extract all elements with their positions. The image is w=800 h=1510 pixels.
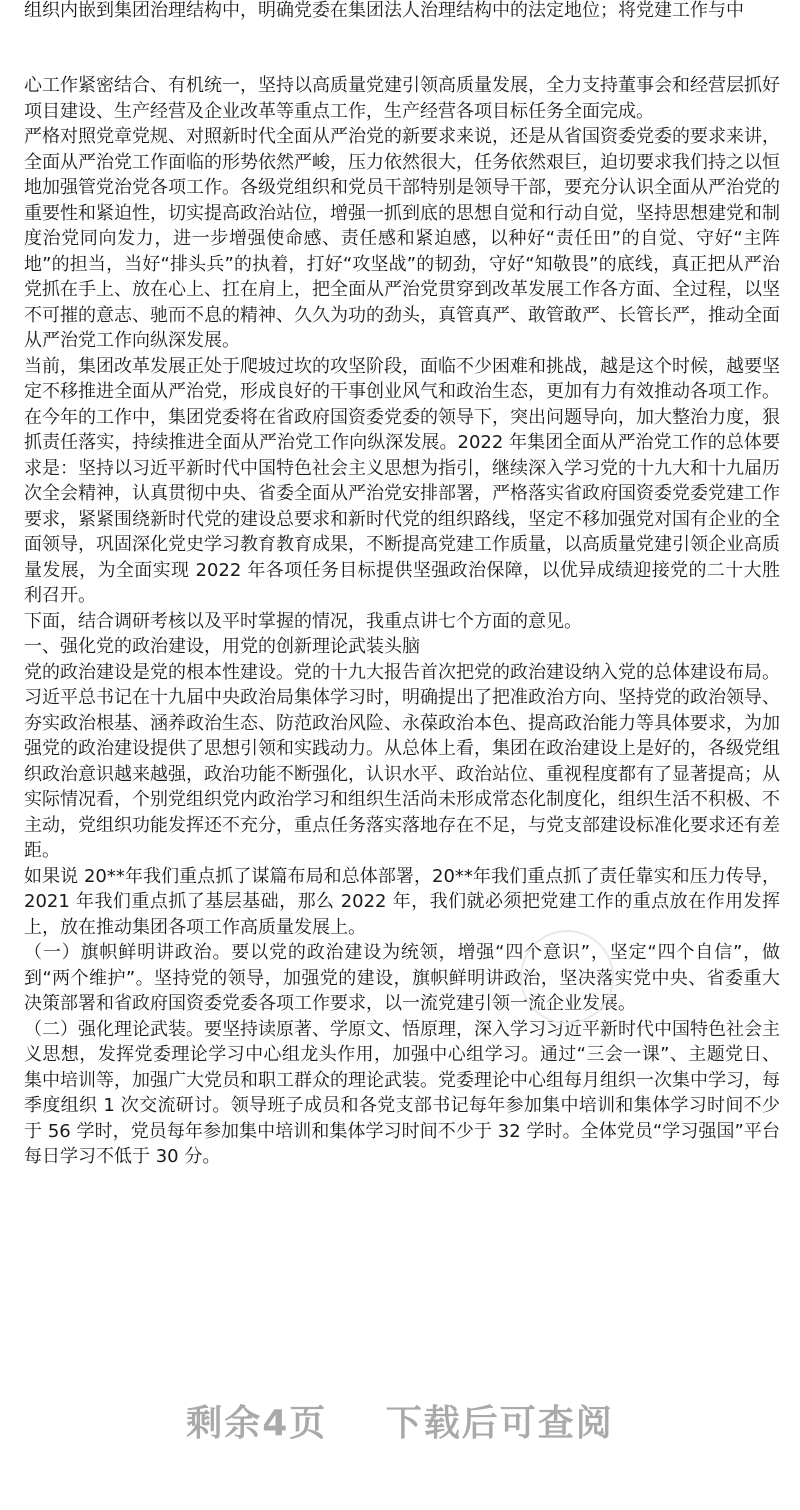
- paragraph: 心工作紧密结合、有机统一，坚持以高质量党建引领高质量发展，全力支持董事会和经营层抓好项目建设、生产经营及企业改革等重点工作，生产经营各项目标任务全面完成。: [24, 75, 780, 122]
- remaining-pages-label[interactable]: 剩余4页: [186, 1403, 328, 1444]
- download-hint-label[interactable]: 下载后可查阅: [385, 1403, 614, 1444]
- paragraph: 在今年的工作中，集团党委将在省政府国资委党委的领导下，突出问题导向，加大整治力度，狠抓责任落实，持续推进全面从严治党工作向纵深发展。2022 年集团全面从严治党工作的总体要求是：坚持以习近平新时代中国特色社会主义思想为指引，继续深入学习党的十九大和十九届历次全会精神，认真贯彻中央、省委全面从严治党安排部署，严格落实省政府国资委党委党建工作要求，紧紧围绕新时代党的建设总要求和新时代党的组织路线，坚定不移加强党对国有企业的全面领导，巩固深化党史学习教育教育成果，不断提高党建工作质量，以高质量党建引领企业高质量发展，为全面实现 2022 年各项任务目标提供坚强政治保障，以优异成绩迎接党的二十大胜利召开。: [24, 406, 780, 606]
- paragraph: 下面，结合调研考核以及平时掌握的情况，我重点讲七个方面的意见。: [24, 610, 582, 632]
- paragraph: （一）旗帜鲜明讲政治。要以党的政治建设为统领，增强“四个意识”，坚定“四个自信”，做到“两个维护”。坚持党的领导，加强党的建设，旗帜鲜明讲政治，坚决落实党中央、省委重大决策部署和省政府国资委党委各项工作要求，以一流党建引领一流企业发展。: [24, 942, 780, 1014]
- paragraph: （二）强化理论武装。要坚持读原著、学原文、悟原理，深入学习习近平新时代中国特色社会主义思想，发挥党委理论学习中心组龙头作用，加强中心组学习。通过“三会一课”、主题党日、集中培训等，加强广大党员和职工群众的理论武装。党委理论中心组每月组织一次集中学习，每季度组织 1 次交流研讨。领导班子成员和各党支部书记每年参加集中培训和集体学习时间不少于 56 学时，党员每年参加集中培训和集体学习时间不少于 32 学时。全体党员“学习强国”平台每日学习不低于 30 分。: [24, 1018, 780, 1167]
- remaining-pages-banner[interactable]: [0, 1395, 800, 1446]
- paragraph: 当前，集团改革发展正处于爬坡过坎的攻坚阶段，面临不少困难和挑战，越是这个时候，越要坚定不移推进全面从严治党，形成良好的干事创业风气和政治生态，更加有力有效推动各项工作。: [24, 355, 780, 402]
- document-top-line: 组织内嵌到集团治理结构中，明确党委在集团法人治理结构中的法定地位；将党建工作与中: [24, 0, 744, 21]
- document-body: [24, 73, 780, 1170]
- paragraph: 党的政治建设是党的根本性建设。党的十九大报告首次把党的政治建设纳入党的总体建设布局。习近平总书记在十九届中央政治局集体学习时，明确提出了把准政治方向、坚持党的政治领导、夯实政治根基、涵养政治生态、防范政治风险、永葆政治本色、提高政治能力等具体要求，为加强党的政治建设提供了思想引领和实践动力。从总体上看，集团在政治建设上是好的，各级党组织政治意识越来越强，政治功能不断强化，认识水平、政治站位、重视程度都有了显著提高；从实际情况看，个别党组织党内政治学习和组织生活尚未形成常态化制度化，组织生活不积极、不主动，党组织功能发挥还不充分，重点任务落实落地存在不足，与党支部建设标准化要求还有差距。: [24, 661, 780, 861]
- paragraph: 严格对照党章党规、对照新时代全面从严治党的新要求来说，还是从省国资委党委的要求来讲，全面从严治党工作面临的形势依然严峻，压力依然很大，任务依然艰巨，迫切要求我们持之以恒地加强管党治党各项工作。各级党组织和党员干部特别是领导干部，要充分认识全面从严治党的重要性和紧迫性，切实提高政治站位，增强一抓到底的思想自觉和行动自觉，坚持思想建党和制度治党同向发力，进一步增强使命感、责任感和紧迫感，以种好“责任田”的自觉、守好“主阵地”的担当，当好“排头兵”的执着，打好“攻坚战”的韧劲，守好“知敬畏”的底线，真正把从严治党抓在手上、放在心上、扛在肩上，把全面从严治党贯穿到改革发展工作各方面、全过程，以坚不可摧的意志、驰而不息的精神、久久为功的劲头，真管真严、敢管敢严、长管长严，推动全面从严治党工作向纵深发展。: [24, 126, 780, 351]
- section-heading: 一、强化党的政治建设，用党的创新理论武装头脑: [24, 636, 420, 657]
- paragraph: 如果说 20**年我们重点抓了谋篇布局和总体部署，20**年我们重点抓了责任靠实和压力传导，2021 年我们重点抓了基层基础，那么 2022 年，我们就必须把党建工作的重点放在作用发挥上，放在推动集团各项工作高质量发展上。: [24, 865, 780, 938]
